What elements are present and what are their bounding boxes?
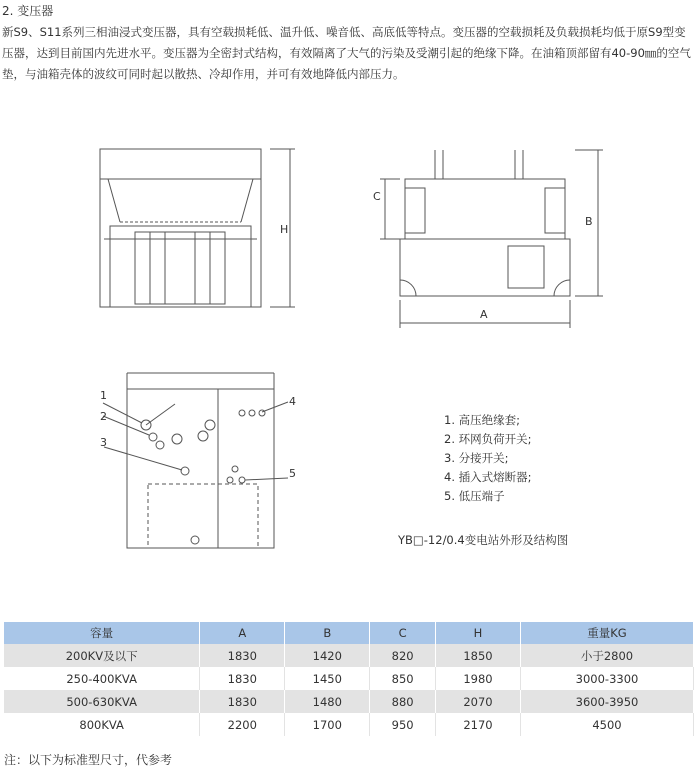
table-cell: 2070 — [436, 690, 521, 713]
callout-2: 2 — [100, 410, 107, 423]
table-cell: 2200 — [200, 713, 285, 736]
header-b: B — [285, 622, 370, 644]
table-cell: 200KV及以下 — [4, 644, 200, 667]
callout-1: 1 — [100, 389, 107, 402]
header-c: C — [370, 622, 436, 644]
table-cell: 850 — [370, 667, 436, 690]
table-cell: 4500 — [521, 713, 694, 736]
table-cell: 1450 — [285, 667, 370, 690]
dim-c-label: C — [373, 190, 381, 203]
table-cell: 1850 — [436, 644, 521, 667]
legend-item: 1. 高压绝缘套; — [444, 413, 521, 427]
spec-table — [4, 622, 694, 736]
dim-b-label: B — [585, 215, 593, 228]
table-cell: 3600-3950 — [521, 690, 694, 713]
callout-4: 4 — [289, 395, 296, 408]
table-cell: 1830 — [200, 667, 285, 690]
legend-item: 5. 低压端子 — [444, 489, 505, 503]
table-cell: 1700 — [285, 713, 370, 736]
footnote: 注：以下为标准型尺寸，代参考 — [4, 753, 173, 767]
table-header-row — [4, 622, 694, 644]
header-capacity: 容量 — [4, 622, 200, 644]
front-view-drawing — [100, 149, 295, 307]
dim-a-label: A — [480, 308, 488, 321]
dim-h-label: H — [280, 223, 289, 236]
callout-5: 5 — [289, 467, 296, 480]
table-cell: 880 — [370, 690, 436, 713]
legend-item: 4. 插入式熔断器; — [444, 470, 532, 484]
callout-3: 3 — [100, 436, 107, 449]
table-cell: 1980 — [436, 667, 521, 690]
header-weight: 重量KG — [521, 622, 694, 644]
table-cell: 小于2800 — [521, 644, 694, 667]
legend-item: 2. 环网负荷开关; — [444, 432, 532, 446]
table-cell: 1830 — [200, 690, 285, 713]
section-heading: 2. 变压器 — [2, 4, 54, 18]
table-cell: 3000-3300 — [521, 667, 694, 690]
table-row — [4, 667, 694, 690]
legend-item: 3. 分接开关; — [444, 451, 509, 465]
table-cell: 500-630KVA — [4, 690, 200, 713]
table-cell: 250-400KVA — [4, 667, 200, 690]
table-row — [4, 644, 694, 667]
header-a: A — [200, 622, 285, 644]
table-cell: 1480 — [285, 690, 370, 713]
table-cell: 1830 — [200, 644, 285, 667]
table-cell: 950 — [370, 713, 436, 736]
table-cell: 2170 — [436, 713, 521, 736]
structure-view-drawing — [103, 373, 288, 548]
figure-caption: YB□-12/0.4变电站外形及结构图 — [398, 533, 569, 547]
table-row — [4, 713, 694, 736]
header-h: H — [436, 622, 521, 644]
table-cell: 1420 — [285, 644, 370, 667]
table-cell: 820 — [370, 644, 436, 667]
table-cell: 800KVA — [4, 713, 200, 736]
table-row — [4, 690, 694, 713]
intro-paragraph: 新S9、S11系列三相油浸式变压器，具有空载损耗低、温升低、噪音低、高底低等特点。变压器的空载损耗及负载损耗均低于原S9型变压器，达到目前国内先进水平。变压器为全密封式结构，有效隔离了大气的污染及受潮引起的绝缘下降。在油箱顶部留有40-90㎜的空气垫，与油箱壳体的波纹可同时起以散热、冷却作用，并可有效地降低内部压力。 — [2, 25, 691, 81]
side-view-drawing — [380, 150, 603, 328]
